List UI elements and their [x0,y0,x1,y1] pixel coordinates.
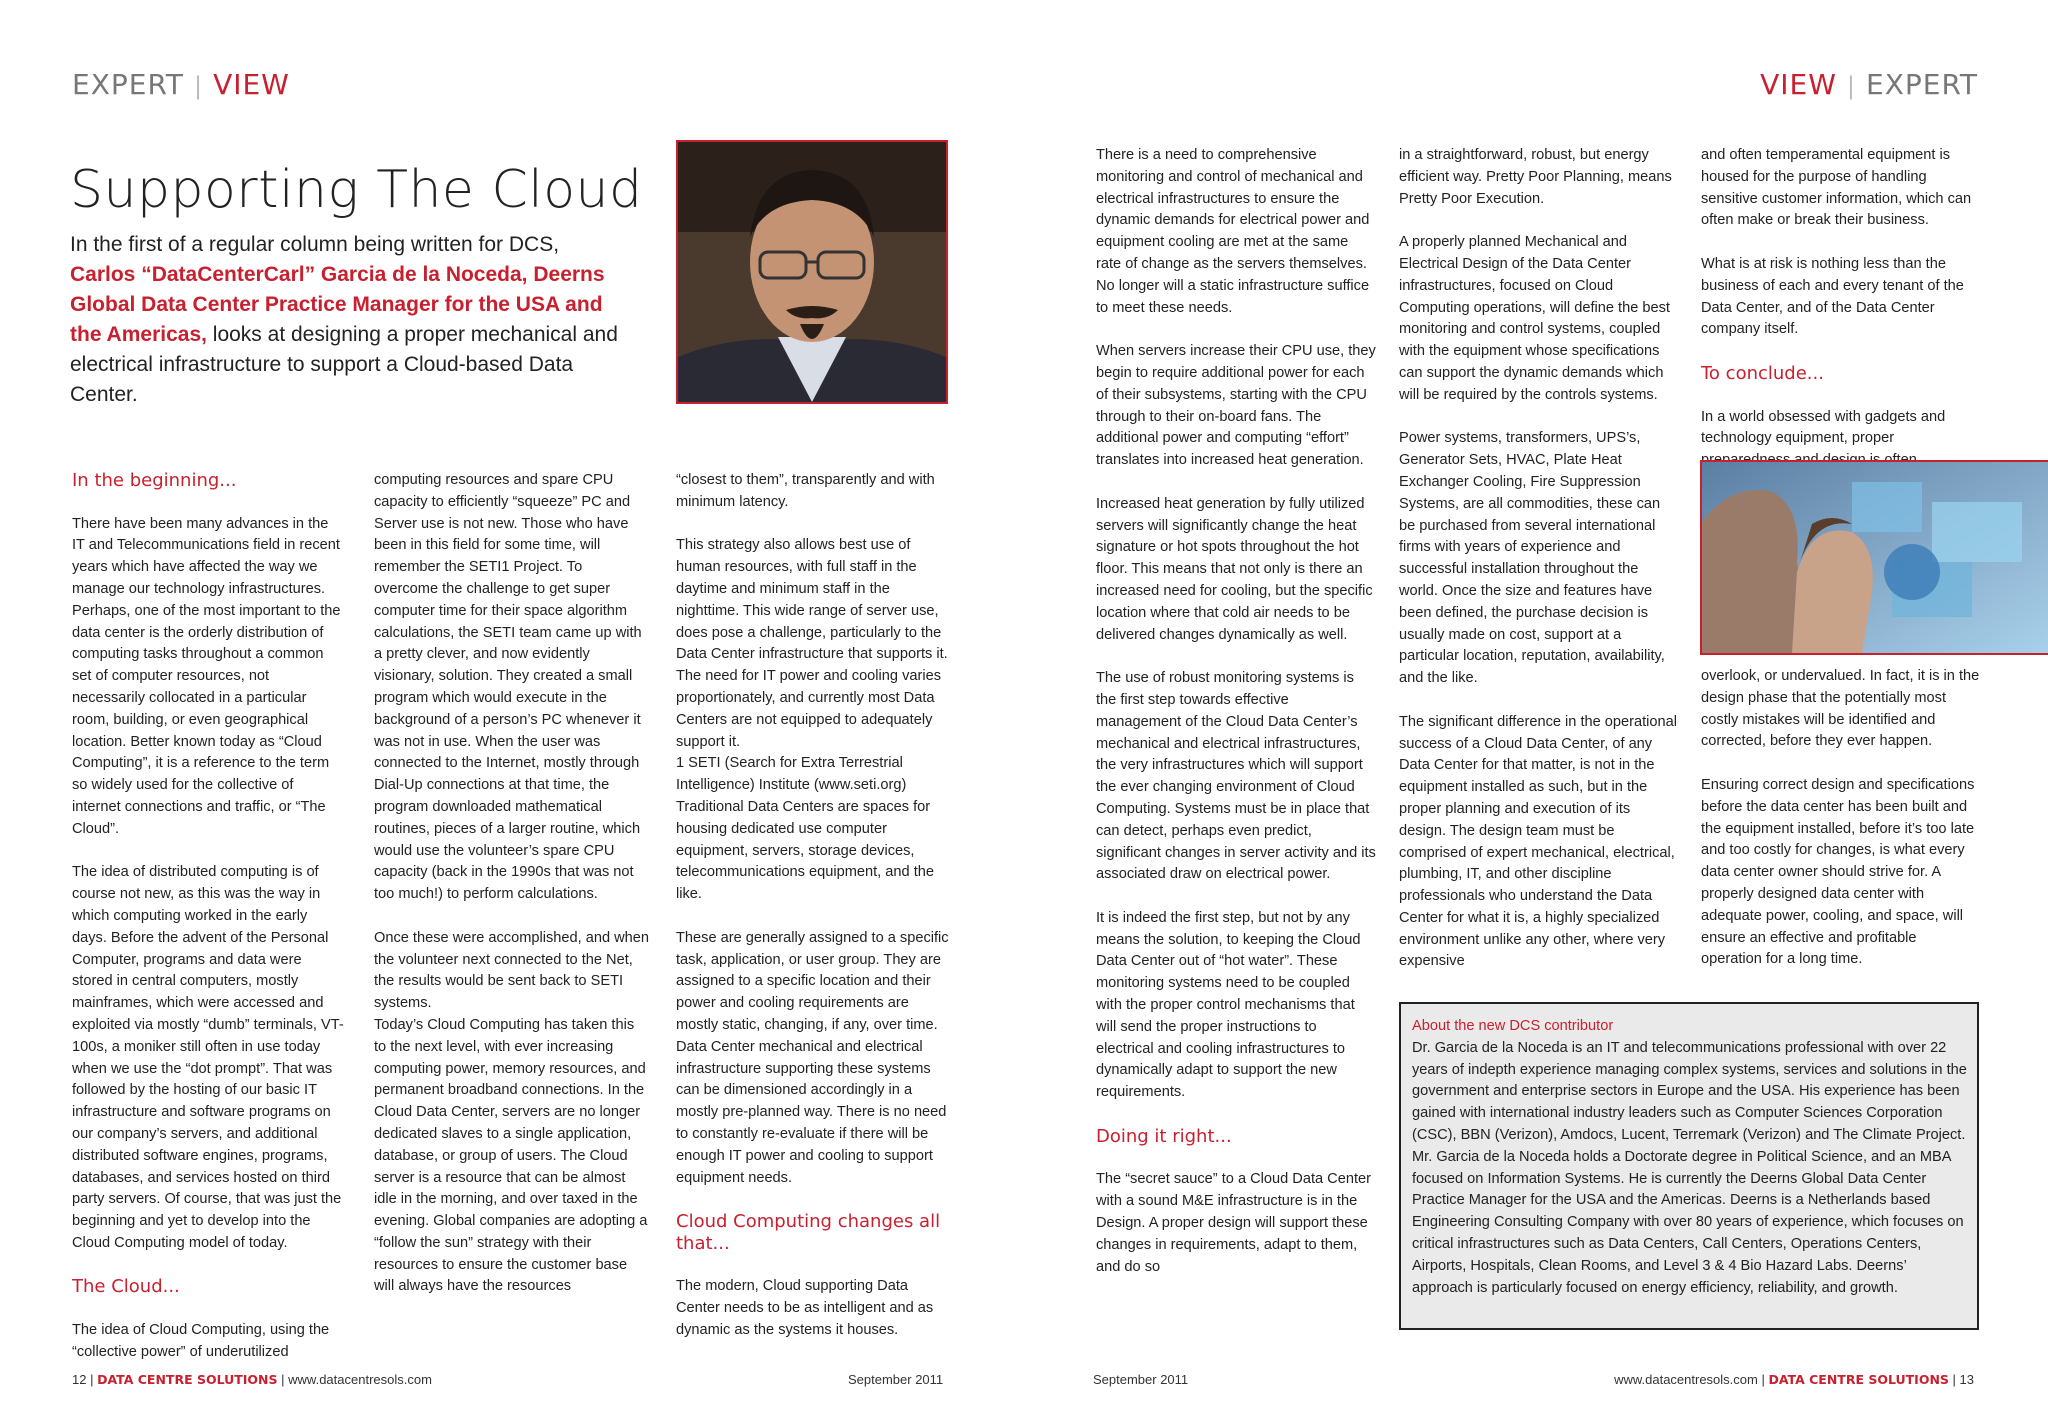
article-title: Supporting The Cloud [70,160,643,220]
header-view: VIEW [213,68,290,101]
paragraph: The use of robust monitoring systems is the first step towards effective management of the Cloud Data Center’s mechanical and electrical infrastructures, the very infrastructures which will support the ever changing environment of Cloud Computing. Systems must be in place that can detect, perhaps even predict, significant changes in server activity and its associated draw on electrical power. [1096,670,1376,883]
paragraph: Traditional Data Centers are spaces for housing dedicated use computer equipment, servers, storage devices, telecommunications equipment, and the like. [676,798,934,903]
right-footer-date: September 2011 [1093,1372,1189,1387]
header-divider: | [193,72,204,100]
paragraph: “closest to them”, transparently and with minimum latency. [676,472,935,510]
paragraph: The significant difference in the operational success of a Cloud Data Center, of any Data Center for that matter, is not in the equipment installed as such, but in the proper planning and execution of its design. The design team must be comprised of expert mechanical, electrical, plumbing, IT, and other discipline professionals who understand the Data Center for what it is, a highly specialized environment unlike any other, where very expensive [1399,713,1678,970]
paragraph: A properly planned Mechanical and Electrical Design of the Data Center infrastructures, focused on Cloud Computing operations, will define the best monitoring and control systems, coupled with the equipment whose specifications can support the dynamic demands which will be required by the controls systems. [1399,234,1670,403]
subheading-the-cloud: The Cloud... [72,1276,180,1298]
paragraph: In a world obsessed with gadgets and technology equipment, proper [1701,408,1946,447]
subheading-to-conclude: To conclude... [1701,362,1824,384]
paragraph: The “secret sauce” to a Cloud Data Center with a sound M&E infrastructure is in the Design. A proper design will support these changes in requirements, adapt to them, and do so [1096,1171,1371,1275]
header-expert: EXPERT [1866,68,1978,101]
paragraph: These are generally assigned to a specific task, application, or user group. They are assigned to a specific location and their power and cooling requirements are mostly static, changing, if any, over time. Data Center mechanical and electrical infrastructure supporting these systems can be dimensioned accordingly in a mostly pre-planned way. There is no need to constantly re-evaluate if there will be enough IT power and cooling to support equipment needs. [676,929,949,1186]
cloud-technology-illustration [1702,462,2048,653]
column-2 [374,470,649,1298]
paragraph: Today’s Cloud Computing has taken this to the next level, with ever increasing computing power, memory resources, and permanent broadband connections. In the Cloud Data Center, servers are no longer dedicated slaves to a single application, database, or group of users. The Cloud server is a resource that can be almost idle in the morning, and over taxed in the evening. Global companies are adopting a “follow the sun” strategy with their resources to ensure the customer base will always have the resources [374,1016,648,1295]
column-1 [72,470,344,1364]
left-footer [72,1372,432,1387]
header-view: VIEW [1760,68,1837,101]
footer-publication: DATA CENTRE SOLUTIONS [1768,1372,1949,1387]
standfirst-rest: looks at designing a proper mechanical and electrical infrastructure to support a Cloud-based Data Center. [70,323,618,406]
paragraph: The modern, Cloud supporting Data Center needs to be as intelligent and as dynamic as the systems it houses. [676,1278,934,1339]
paragraph: computing resources and spare CPU capacity to efficiently “squeeze” PC and Server use is not new. Those who have been in this field for some time, will remember the SETI1 Project. To overcome the challenge to get super computer time for their space algorithm calculations, the SETI team came up with a pretty clever, and now evidently visionary, solution. They created a small program which would execute in the background of a person’s PC whenever it was not in use. When the user was connected to the Internet, mostly through Dial-Up connections at that time, the program downloaded mathematical routines, pieces of a larger routine, which would use the volunteer’s spare CPU capacity (back in the 1990s that was not too much!) to perform calculations. [374,472,642,903]
contributor-box-body: Dr. Garcia de la Noceda is an IT and telecommunications professional with over 22 years of indepth experience managing complex systems, services and solutions in the government and enterprise sectors in Europe and the USA. His experience has been gained with international industry leaders such as Computer Sciences Corporation (CSC), BBN (Verizon), Amdocs, Lucent, Terremark (Verizon) and The Climate Project. Mr. Garcia de la Noceda holds a Doctorate degree in Political Science, and an MBA focused on Information Systems. He is currently the Deerns Global Data Center Practice Manager for the USA and the Americas. Deerns is a Netherlands based Engineering Consulting Company with over 80 years of experience, which focuses on critical infrastructures such as Data Centers, Call Centers, Operations Centers, Airports, Hospitals, Clean Rooms, and Level 3 & 4 Bio Hazard Labs. Deerns’ approach is particularly focused on energy efficiency, reliability, and growth. [1412,1039,1967,1296]
header-expert: EXPERT [72,68,184,101]
right-footer [1614,1372,1974,1387]
paragraph: overlook, or undervalued. In fact, it is in the design phase that the potentially most costly mistakes will be identified and corrected, before they ever happen. [1701,668,1980,750]
paragraph: This strategy also allows best use of human resources, with full staff in the daytime and minimum staff in the nighttime. This wide range of server use, does pose a challenge, particularly to the Data Center infrastructure that supports it. The need for IT power and cooling varies proportionately, and currently most Data Centers are not equipped to adequately support it. [676,537,948,750]
paragraph: There is a need to comprehensive monitoring and control of mechanical and electrical infrastructures to ensure the dynamic demands for electrical power and equipment cooling are met at the same rate of change as the servers themselves. No longer will a static infrastructure suffice to meet these needs. [1096,147,1370,316]
subheading-doing-it-right: Doing it right... [1096,1125,1232,1147]
standfirst-intro: In the first of a regular column being written for DCS, [70,233,560,256]
paragraph: What is at risk is nothing less than the business of each and every tenant of the Data Center, and of the Data Center company itself. [1701,255,1964,338]
paragraph: There have been many advances in the IT and Telecommunications field in recent years which have affected the way we manage our technology infrastructures. Perhaps, one of the most important to the data center is the orderly distribution of computing tasks throughout a common set of computer resources, not necessarily collocated in a particular room, building, or even geographical location. Better known today as “Cloud Computing”, it is a reference to the term so widely used for the collective of internet connections and traffic, or “The Cloud”. [72,515,341,837]
paragraph: Power systems, transformers, UPS’s, Generator Sets, HVAC, Plate Heat Exchanger Cooling, Fire Suppression Systems, are all commodities, these can be purchased from several international firms with years of experience and successful installation throughout the world. Once the size and features have been defined, the purchase decision is usually made on cost, support at a particular location, reputation, availability, and the like. [1399,430,1665,687]
paragraph: Ensuring correct design and specifications before the data center has been built and the equipment installed, before it’s too late and too costly for changes, is what every data center owner should strive for. A properly designed data center with adequate power, cooling, and space, will ensure an effective and profitable operation for a long time. [1701,776,1975,968]
author-photo [676,140,948,404]
left-page-header [72,68,290,101]
column-3 [676,470,954,1342]
subheading-beginning: In the beginning... [72,470,237,491]
paragraph: in a straightforward, robust, but energy efficient way. Pretty Poor Planning, means Pretty Poor Execution. [1399,147,1672,207]
cloud-technology-photo [1700,460,2048,655]
paragraph: The idea of Cloud Computing, using the “collective power” of underutilized [72,1322,330,1360]
left-footer-date: September 2011 [848,1372,944,1387]
footnote: 1 SETI (Search for Extra Terrestrial Intelligence) Institute (www.seti.org) [676,755,907,794]
contributor-box [1399,1002,1979,1330]
column-5 [1399,145,1679,973]
standfirst-author: Carlos “DataCenterCarl” Garcia de la Noceda, Deerns Global Data Center Practice Manager for the USA and the Americas, [70,263,605,346]
author-portrait-illustration [678,142,946,402]
column-6-bottom [1701,666,1981,971]
footer-page-number: 12 | [72,1372,94,1387]
standfirst [70,230,630,410]
footer-page-number: | 13 [1952,1372,1974,1387]
paragraph: Increased heat generation by fully utilized servers will significantly change the heat signature or hot spots throughout the hot floor. This means that not only is there an increased need for cooling, but the specific location where that cold air needs to be delivered changes dynamically as well. [1096,495,1373,643]
paragraph: When servers increase their CPU use, they begin to require additional power for each of their subsystems, starting with the CPU through to their on-board fans. The additional power and computing “effort” translates into increased heat generation. [1096,343,1376,469]
footer-publication: DATA CENTRE SOLUTIONS [97,1372,278,1387]
paragraph: and often temperamental equipment is housed for the purpose of handling sensitive customer information, which can often make or break their business. [1701,147,1972,229]
column-6-top [1701,145,1981,472]
header-divider: | [1846,72,1857,100]
column-4 [1096,145,1376,1278]
footer-url: www.datacentresols.com | [1614,1372,1765,1387]
contributor-box-title: About the new DCS contributor [1412,1018,1614,1034]
footer-url: | www.datacentresols.com [281,1372,432,1387]
subheading-cloud-changes: Cloud Computing changes all that... [676,1211,941,1254]
paragraph: It is indeed the first step, but not by any means the solution, to keeping the Cloud Data Center out of “hot water”. These monitoring systems need to be coupled with the proper control mechanisms that will send the proper instructions to electrical and cooling infrastructures to dynamically adapt to support the new requirements. [1096,909,1361,1101]
paragraph: Once these were accomplished, and when the volunteer next connected to the Net, the results would be sent back to SETI systems. [374,929,650,1012]
right-page-header [1760,68,1978,101]
paragraph: The idea of distributed computing is of course not new, as this was the way in which computing worked in the early days. Before the advent of the Personal Computer, programs and data were stored in central computers, mostly mainframes, which were accessed and exploited via mostly “dumb” terminals, VT-100s, a moniker still often in use today when we use the “dot prompt”. That was followed by the hosting of our basic IT infrastructure and software programs on our company’s servers, and additional distributed software engines, programs, databases, and services hosted on third party servers. Of course, that was just the beginning and yet to develop into the Cloud Computing model of today. [72,864,344,1251]
